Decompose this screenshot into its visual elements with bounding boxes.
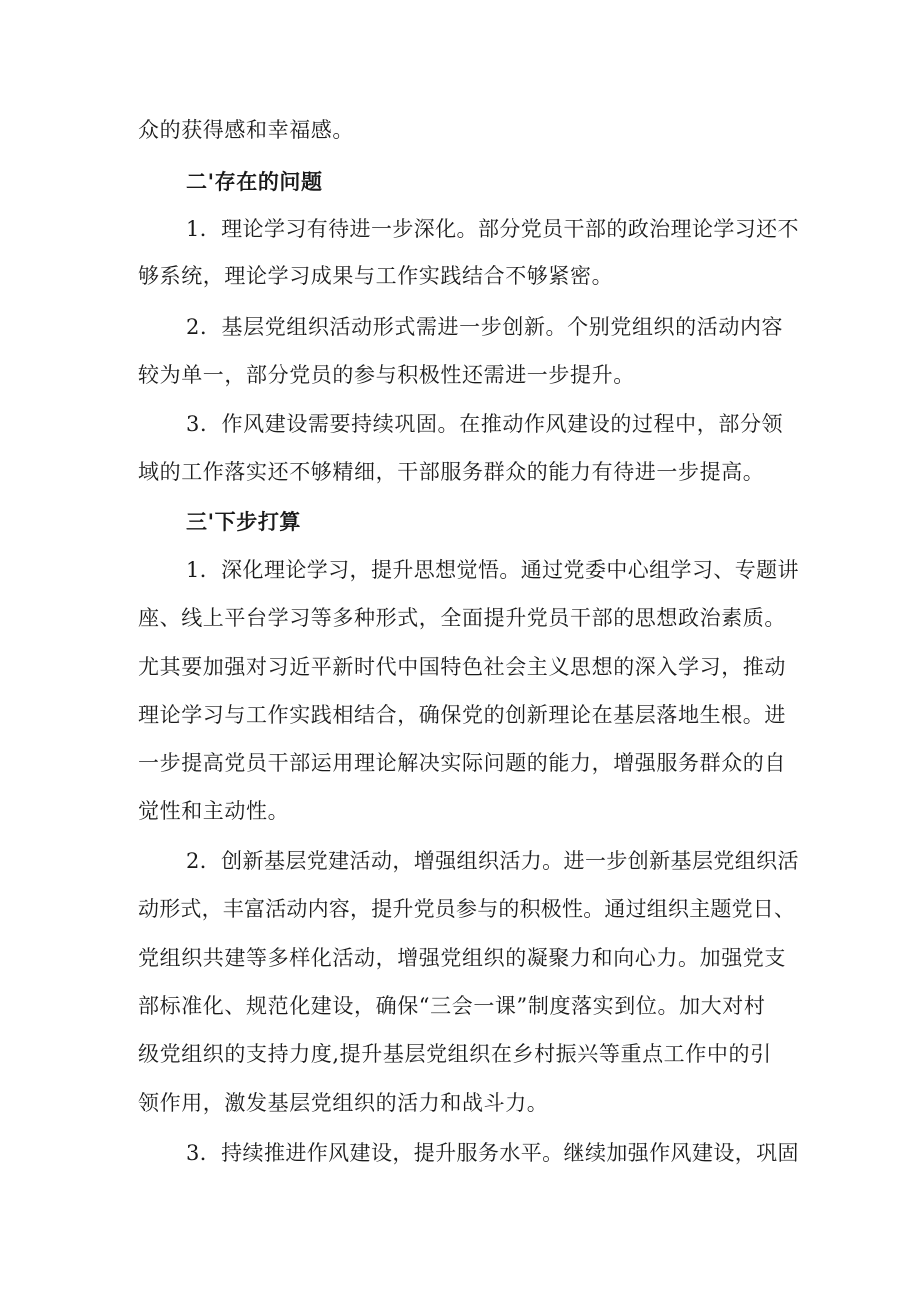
paragraph-line: 够系统，理论学习成果与工作实践结合不够紧密。 [138, 264, 614, 288]
paragraph-line: 部标准化、规范化建设，确保“三会一课”制度落实到位。加大对村 [138, 994, 766, 1018]
paragraph-line: 2．基层党组织活动形式需进一步创新。个别党组织的活动内容 [186, 315, 784, 339]
paragraph-line: 较为单一，部分党员的参与积极性还需进一步提升。 [138, 363, 635, 387]
paragraph-line: 党组织共建等多样化活动，增强党组织的凝聚力和向心力。加强党支 [138, 946, 786, 970]
paragraph-line: 域的工作落实还不够精细，干部服务群众的能力有待进一步提高。 [138, 460, 765, 484]
paragraph-line: 级党组织的支持力度,提升基层党组织在乡村振兴等重点工作中的引 [138, 1042, 772, 1066]
paragraph-line: 1．理论学习有待进一步深化。部分党员干部的政治理论学习还不 [186, 217, 799, 241]
paragraph-line: 座、线上平台学习等多种形式，全面提升党员干部的思想政治素质。 [138, 606, 786, 630]
paragraph-line: 1．深化理论学习，提升思想觉悟。通过党委中心组学习、专题讲 [186, 558, 799, 582]
paragraph-line: 2．创新基层党建活动，增强组织活力。进一步创新基层党组织活 [186, 849, 799, 873]
paragraph-line: 尤其要加强对习近平新时代中国特色社会主义思想的深入学习，推动 [138, 655, 786, 679]
paragraph-line: 领作用，激发基层党组织的活力和战斗力。 [138, 1091, 549, 1115]
section-heading-problems: 二'存在的问题 [186, 169, 323, 194]
paragraph-line: 3．持续推进作风建设，提升服务水平。继续加强作风建设，巩固 [186, 1141, 799, 1165]
paragraph-line: 觉性和主动性。 [138, 799, 290, 823]
paragraph-line: 众的获得感和幸福感。 [138, 118, 354, 142]
section-heading-next-steps: 三'下步打算 [186, 509, 302, 534]
paragraph-line: 动形式，丰富活动内容，提升党员参与的积极性。通过组织主题党日、 [138, 897, 796, 921]
paragraph-line: 3．作风建设需要持续巩固。在推动作风建设的过程中，部分领 [186, 412, 784, 436]
paragraph-line: 一步提高党员干部运用理论解决实际问题的能力，增强服务群众的自 [138, 751, 786, 775]
paragraph-line: 理论学习与工作实践相结合，确保党的创新理论在基层落地生根。进 [138, 703, 786, 727]
